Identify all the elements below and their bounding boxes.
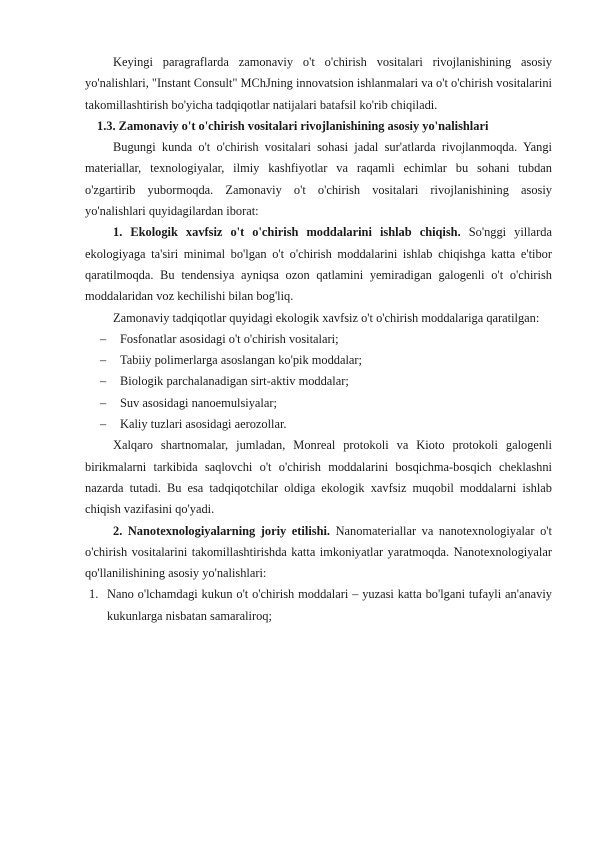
list-item [85,393,552,414]
dash-marker: – [100,395,107,410]
item1-title: 1. Ekologik xavfsiz o't o'chirish moddalarini ishlab chiqish. [113,225,461,240]
research-intro-paragraph: Zamonaviy tadqiqotlar quyidagi ekologik xavfsiz o't o'chirish moddalariga qaratilgan: [113,310,540,325]
international-paragraph: Xalqaro shartnomalar, jumladan, Monreal protokoli va Kioto protokoli galogenli birikmalarni tarkibida saqlovchi o't o'chirish moddalarini bosqichma-bosqich cheklashni nazarda tutadi. Bu esa tadqiqotchilar oldiga ekologik xavfsiz muqobil moddalarni ishlab chiqish vazifasini qo'yadi. [85,438,552,517]
dash-marker: – [100,417,107,432]
list-item-text: Kaliy tuzlari asosidagi aerozollar. [120,417,287,432]
list-item [85,371,552,392]
dash-list [85,329,552,435]
document-page [85,52,552,627]
numbered-item [85,584,552,627]
item1-paragraph [85,222,552,307]
list-item [85,329,552,350]
item2-paragraph [85,521,552,585]
section-heading: 1.3. Zamonaviy o't o'chirish vositalari rivojlanishining asosiy yo'nalishlari [97,118,489,133]
section-body-paragraph: Bugungi kunda o't o'chirish vositalari sohasi jadal sur'atlarda rivojlanmoqda. Yangi materiallar, texnologiyalar, ilmiy kashfiyotlar va raqamli echimlar bu sohani tubdan o'zgartirib yubormoqda. Zamonaviy o't o'chirish vositalari rivojlanishining asosiy yo'nalishlari quyidagilardan iborat: [85,140,552,219]
list-item [85,350,552,371]
list-item-text: Fosfonatlar asosidagi o't o'chirish vositalari; [120,331,339,346]
list-item-text: Suv asosidagi nanoemulsiyalar; [120,395,277,410]
item2-title: 2. Nanotexnologiyalarning joriy etilishi. [113,523,331,538]
dash-marker: – [100,331,107,346]
list-item-text: Tabiiy polimerlarga asoslangan ko'pik moddalar; [120,353,363,368]
item2-text: Nanomateriallar va nanotexnologiyalar o't o'chirish vositalarini takomillashtirishda katta imkoniyatlar yaratmoqda. Nanotexnologiyalar qo'llanilishining asosiy yo'nalishlari: [85,523,552,581]
list-item [85,414,552,435]
intro-paragraph: Keyingi paragraflarda zamonaviy o't o'chirish vositalari rivojlanishining asosiy yo'nalishlari, "Instant Consult" MChJning innovatsion ishlanmalari va o't o'chirish vositalarini takomillashtirish bo'yicha tadqiqotlar natijalari batafsil ko'rib chiqiladi. [85,55,552,112]
numbered-list [85,584,552,627]
numbered-item-text: Nano o'lchamdagi kukun o't o'chirish moddalari – yuzasi katta bo'lgani tufayli an'anaviy kukunlarga nisbatan samaraliroq; [107,587,552,623]
list-item-text: Biologik parchalanadigan sirt-aktiv moddalar; [120,374,349,389]
number-marker: 1. [89,587,99,602]
dash-marker: – [100,374,107,389]
dash-marker: – [100,353,107,368]
item1-text: So'nggi yillarda ekologiyaga ta'siri minimal bo'lgan o't o'chirish moddalarini ishlab chiqishga katta e'tibor qaratilmoqda. Bu tendensiya ayniqsa ozon qatlamini yemiradigan galogenli o't o'chirish moddalaridan voz kechilishi bilan bog'liq. [85,225,553,304]
